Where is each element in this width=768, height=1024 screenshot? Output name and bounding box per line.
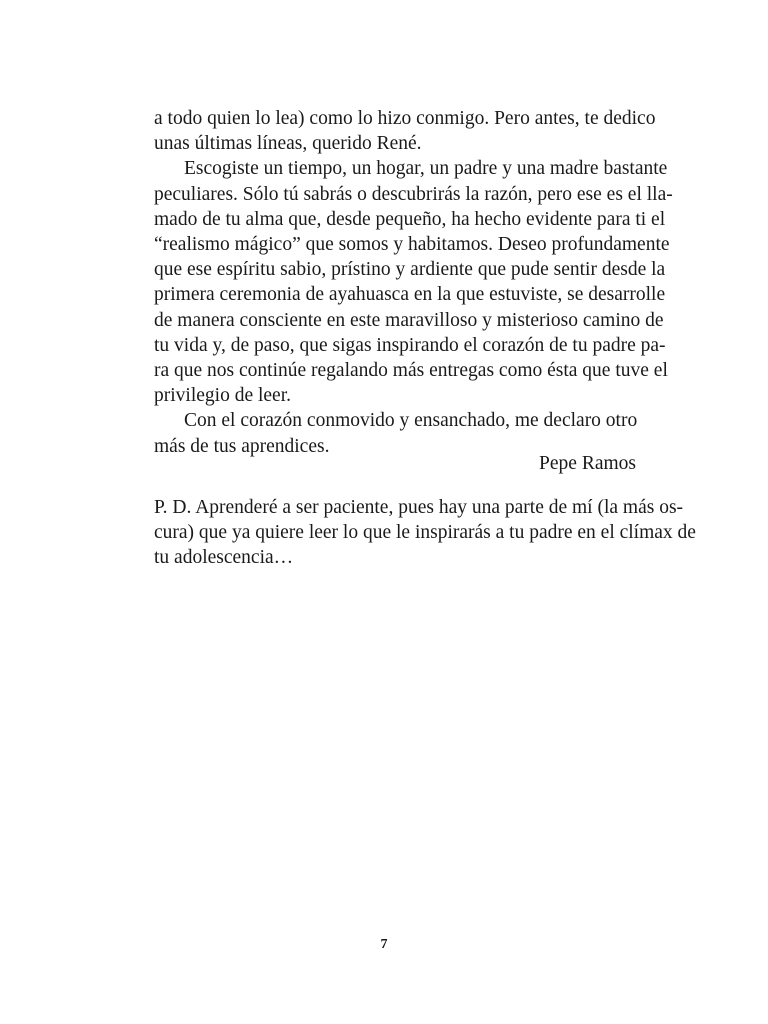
- text-line: ra que nos continúe regalando más entregas como ésta que tuve el: [154, 360, 668, 382]
- text-line: privilegio de leer.: [154, 385, 291, 407]
- postscript: [154, 495, 696, 571]
- paragraph-dedication: [154, 156, 673, 408]
- text-line: “realismo mágico” que somos y habitamos. Deseo profundamente: [154, 234, 670, 256]
- text-line: cura) que ya quiere leer lo que le inspirarás a tu padre en el clímax de: [154, 522, 696, 544]
- signature: Pepe Ramos: [539, 453, 636, 474]
- text-line: más de tus aprendices.: [154, 435, 330, 457]
- text-line: a todo quien lo lea) como lo hizo conmigo. Pero antes, te dedico: [154, 108, 656, 129]
- text-line: tu vida y, de paso, que sigas inspirando el corazón de tu padre pa-: [154, 334, 666, 356]
- text-line: Con el corazón conmovido y ensanchado, me declaro otro: [184, 410, 638, 432]
- text-line: de manera consciente en este maravilloso y misterioso camino de: [154, 309, 664, 331]
- text-line: mado de tu alma que, desde pequeño, ha hecho evidente para ti el: [154, 208, 666, 230]
- text-line: Escogiste un tiempo, un hogar, un padre y una madre bastante: [184, 158, 668, 180]
- text-line: unas últimas líneas, querido René.: [154, 133, 422, 155]
- paragraph-continuation: [154, 106, 656, 156]
- text-line: P. D. Aprenderé a ser paciente, pues hay una parte de mí (la más os-: [154, 497, 684, 518]
- page-number: 7: [380, 937, 388, 952]
- text-line: que ese espíritu sabio, prístino y ardiente que pude sentir desde la: [154, 259, 666, 281]
- body-text: [154, 106, 673, 459]
- text-line: tu adolescencia…: [154, 547, 294, 569]
- text-line: peculiares. Sólo tú sabrás o descubrirás la razón, pero ese es el lla-: [154, 183, 673, 205]
- text-line: primera ceremonia de ayahuasca en la que estuviste, se desarrolle: [154, 284, 666, 306]
